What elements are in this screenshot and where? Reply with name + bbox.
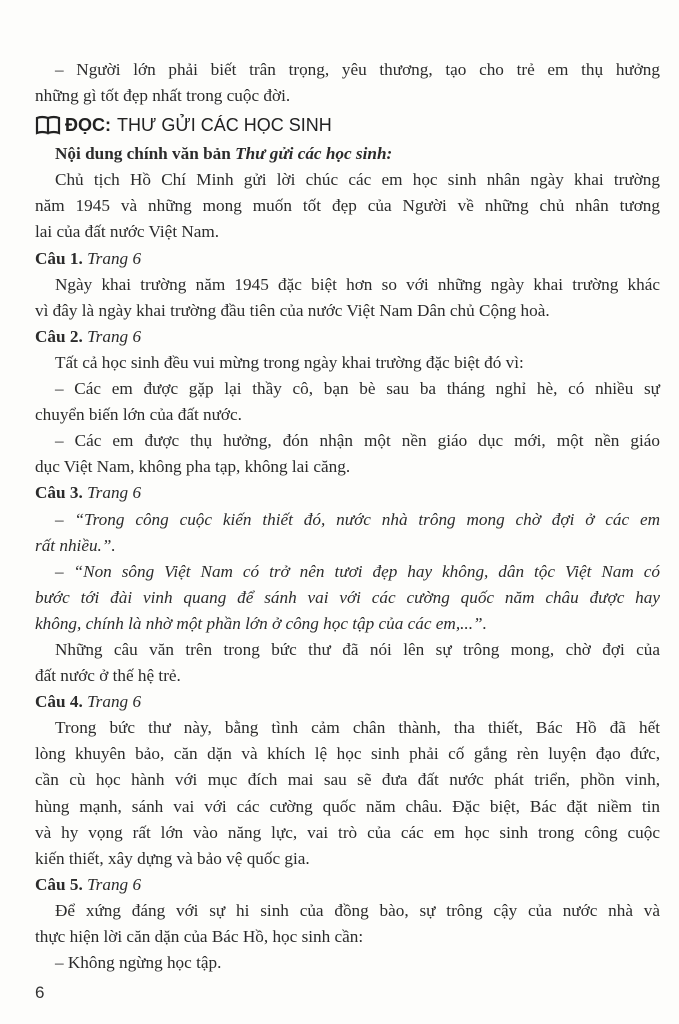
- text-line: [35, 272, 660, 298]
- text-line: [35, 689, 660, 715]
- text-line: [35, 741, 660, 767]
- text-segment: – “Non sông Việt Nam có trở nên tươi đẹp hay không, dân tộc Việt Nam có: [55, 561, 660, 581]
- text-line: [35, 715, 660, 741]
- question-label: Câu 5.: [35, 874, 88, 894]
- question-label: Câu 3.: [35, 483, 88, 503]
- text-line: [35, 950, 660, 976]
- text-line: [35, 167, 660, 193]
- text-line: [35, 480, 660, 506]
- text-line: [35, 898, 660, 924]
- text-line: [35, 559, 660, 585]
- text-segment: – Người lớn phải biết trân trọng, yêu thương, tạo cho trẻ em thụ hưởng: [55, 60, 660, 79]
- text-line: [35, 585, 660, 611]
- text-line: [35, 219, 660, 245]
- text-segment: – Không ngừng học tập.: [55, 953, 222, 973]
- text-segment: – Các em được gặp lại thầy cô, bạn bè sau ba tháng nghỉ hè, có nhiều sự: [55, 379, 660, 399]
- text-line: [35, 298, 660, 324]
- text-segment: – “Trong công cuộc kiến thiết đó, nước nhà trông mong chờ đợi ở các em: [55, 509, 660, 529]
- text-segment: đất nước ở thế hệ trẻ.: [35, 666, 181, 686]
- text-segment: dục Việt Nam, không pha tạp, không lai căng.: [35, 457, 351, 477]
- question-label: Nội dung chính văn bản: [55, 144, 236, 164]
- text-line: [35, 402, 660, 428]
- document-body: [35, 141, 660, 976]
- text-segment: lai của đất nước Việt Nam.: [35, 222, 220, 242]
- text-segment: Trang 6: [87, 248, 142, 268]
- text-line: [35, 350, 660, 376]
- text-segment: Chủ tịch Hồ Chí Minh gửi lời chúc các em học sinh nhân ngày khai trường: [55, 170, 660, 190]
- text-line: [35, 846, 660, 872]
- text-segment: Trang 6: [87, 874, 142, 894]
- text-line: [35, 428, 660, 454]
- text-line: [35, 324, 660, 350]
- text-segment: Trang 6: [87, 326, 142, 346]
- section-heading: [35, 109, 660, 141]
- text-line: [35, 637, 660, 663]
- text-line: [35, 611, 660, 637]
- text-segment: cần cù học hành với mục đích mai sau sẽ đưa đất nước phát triển, phồn vinh,: [35, 770, 660, 790]
- text-line: [35, 141, 660, 167]
- open-book-icon: [35, 115, 61, 135]
- question-label: Câu 4.: [35, 692, 88, 712]
- text-segment: – Các em được thụ hưởng, đón nhận một nền giáo dục mới, một nền giáo: [55, 431, 660, 451]
- text-segment: không, chính là nhờ một phần lớn ở công học tập của các em,...”.: [35, 613, 487, 633]
- text-line: [35, 83, 660, 109]
- text-line: [35, 57, 660, 83]
- text-segment: chuyển biến lớn của đất nước.: [35, 405, 242, 425]
- text-line: [35, 376, 660, 402]
- text-segment: Trong bức thư này, bằng tình cảm chân thành, tha thiết, Bác Hồ đã hết: [55, 718, 660, 738]
- text-segment: kiến thiết, xây dựng và bảo vệ quốc gia.: [35, 848, 310, 868]
- text-segment: Thư gửi các học sinh:: [235, 144, 393, 164]
- text-line: [35, 872, 660, 898]
- page-number: 6: [35, 983, 45, 1002]
- text-segment: Tất cả học sinh đều vui mừng trong ngày khai trường đặc biệt đó vì:: [55, 352, 524, 372]
- text-segment: Trang 6: [87, 692, 142, 712]
- text-line: [35, 663, 660, 689]
- text-line: [35, 533, 660, 559]
- text-segment: Những câu văn trên trong bức thư đã nói lên sự trông mong, chờ đợi của: [55, 639, 660, 659]
- text-segment: bước tới đài vinh quang để sánh vai với các cường quốc năm châu được hay: [35, 587, 660, 607]
- question-label: Câu 2.: [35, 326, 88, 346]
- text-segment: thực hiện lời căn dặn của Bác Hồ, học sinh cần:: [35, 927, 364, 946]
- question-label: Câu 1.: [35, 248, 88, 268]
- text-line: [35, 820, 660, 846]
- text-line: [35, 507, 660, 533]
- text-line: [35, 454, 660, 480]
- text-segment: những gì tốt đẹp nhất trong cuộc đời.: [35, 86, 291, 106]
- intro-paragraph: [35, 57, 660, 109]
- text-segment: lòng khuyên bảo, căn dặn và khích lệ học sinh phải cố gắng rèn luyện đạo đức,: [35, 744, 660, 764]
- text-line: [35, 924, 660, 950]
- text-line: [35, 767, 660, 793]
- text-segment: và hy vọng rất lớn vào năng lực, vai trò của các em học sinh trong công cuộc: [35, 822, 660, 842]
- text-segment: Trang 6: [87, 483, 142, 503]
- text-segment: hùng mạnh, sánh vai với các cường quốc năm châu. Đặc biệt, Bác đặt niềm tin: [35, 796, 660, 816]
- document-page: [35, 57, 660, 976]
- text-segment: rất nhiều.”.: [35, 535, 116, 555]
- text-segment: năm 1945 và những mong muốn tốt đẹp của Người về những chủ nhân tương: [35, 196, 660, 216]
- text-segment: vì đây là ngày khai trường đầu tiên của nước Việt Nam Dân chủ Cộng hoà.: [35, 300, 550, 320]
- heading-title: THƯ GỬI CÁC HỌC SINH: [117, 115, 332, 136]
- text-line: [35, 794, 660, 820]
- heading-keyword: ĐỌC:: [65, 115, 111, 136]
- text-segment: Để xứng đáng với sự hi sinh của đồng bào, sự trông cậy của nước nhà và: [55, 900, 660, 920]
- text-segment: Ngày khai trường năm 1945 đặc biệt hơn so với những ngày khai trường khác: [55, 274, 660, 294]
- text-line: [35, 193, 660, 219]
- text-line: [35, 246, 660, 272]
